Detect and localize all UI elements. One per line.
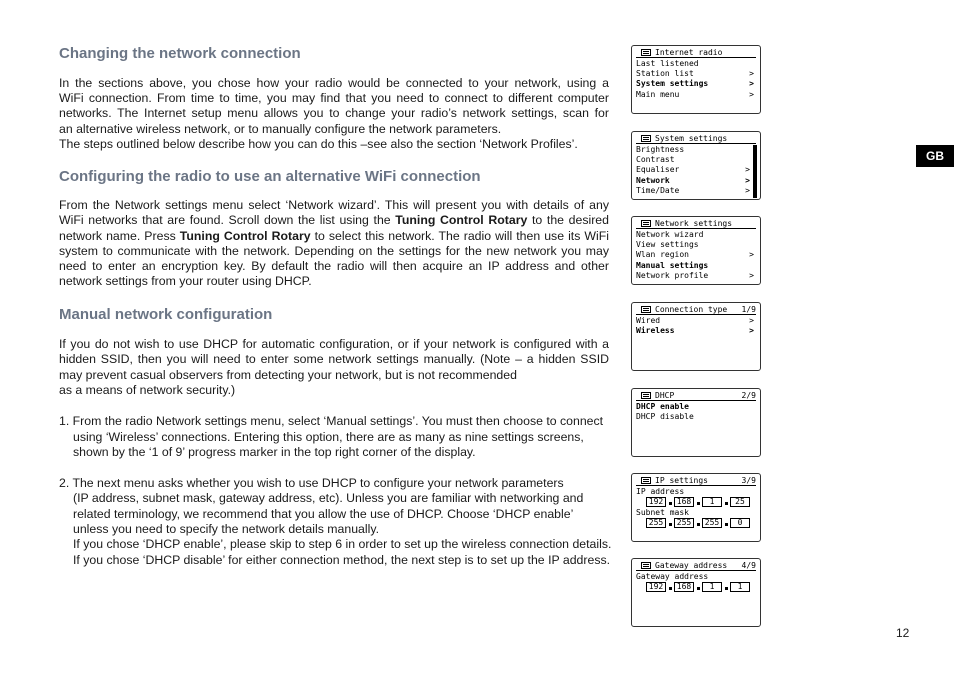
menu-item-network-wizard[interactable]: Network wizard — [636, 230, 704, 239]
ip-octet-field[interactable]: 168 — [674, 497, 694, 507]
menu-item-wlan-region[interactable]: Wlan region > — [636, 250, 754, 260]
heading-changing-network: Changing the network connection — [59, 45, 301, 62]
text-run: From the Network settings menu select ‘Network wizard’. This will present you with details of any WiFi networks that are found. Scroll down the list using the — [59, 198, 609, 228]
ip-octet-field[interactable]: 1 — [702, 497, 722, 507]
lcd-internet-radio — [631, 45, 761, 114]
step2-line1: 2. The next menu asks whether you wish to use DHCP to configure your network parameters — [59, 476, 564, 490]
para-manual-a: If you do not wish to use DHCP for automatic configuration, or if your network is configured with a hidden SSID, then you will need to enter some network settings manually. (Note – a hidden SSID may prevent casual observers from detecting your network, but is not recommended — [59, 337, 609, 382]
heading-manual-config: Manual network configuration — [59, 306, 273, 323]
menu-item-time-date[interactable]: Time/Date > — [636, 185, 750, 195]
step1-line3: shown by the ‘1 of 9’ progress marker in the top right corner of the display. — [73, 445, 476, 459]
step2-line3: related terminology, we recommend that you allow the use of DHCP. Choose ‘DHCP enable’ — [73, 507, 574, 521]
dot-separator — [697, 502, 700, 505]
step1-line1: 1. From the radio Network settings menu, select ‘Manual settings’. You must then choose to connect — [59, 414, 604, 428]
progress-marker: 3/9 — [741, 476, 756, 485]
gateway-address-label: Gateway address — [636, 572, 709, 581]
menu-icon — [641, 562, 651, 569]
para-line: networks. The Internet setup menu allows you to change your radio’s network settings, scan for — [59, 106, 609, 120]
dot-separator — [725, 502, 728, 505]
progress-marker: 4/9 — [741, 561, 756, 570]
lcd-system-settings — [631, 131, 761, 200]
step1-line2: using ‘Wireless’ connections. Entering this option, there are as many as nine settings screens, — [73, 430, 584, 444]
subnet-mask-label: Subnet mask — [636, 508, 689, 518]
menu-item-wired[interactable]: Wired > — [636, 316, 754, 325]
text-run: to the desired network name. Press — [59, 213, 609, 243]
gateway-address-fields — [642, 582, 754, 593]
lcd-title: System settings — [655, 134, 728, 143]
lcd-network-settings — [631, 216, 761, 285]
lcd-title: Gateway address — [655, 561, 728, 570]
menu-item-dhcp-disable[interactable]: DHCP disable — [636, 412, 694, 422]
gateway-octet-field[interactable]: 1 — [702, 582, 722, 592]
ip-octet-field[interactable]: 192 — [646, 497, 666, 507]
mask-octet-field[interactable]: 255 — [702, 518, 722, 528]
lcd-title-bar — [636, 48, 756, 58]
lcd-title-bar — [636, 561, 756, 571]
menu-item-brightness[interactable]: Brightness — [636, 145, 685, 154]
menu-item-system-settings[interactable]: System settings > — [636, 79, 754, 89]
lcd-connection-type — [631, 302, 761, 371]
lcd-title: DHCP — [655, 391, 675, 400]
menu-icon — [641, 392, 651, 399]
para-alternative-wifi — [59, 198, 609, 290]
para-manual-b: as a means of network security.) — [59, 383, 236, 397]
para-line: The steps outlined below describe how you can do this –see also the section ‘Network Profiles’. — [59, 137, 578, 151]
menu-item-dhcp-enable[interactable]: DHCP enable — [636, 402, 689, 411]
menu-item-station-list[interactable]: Station list > — [636, 69, 754, 79]
mask-octet-field[interactable]: 255 — [674, 518, 694, 528]
step2-line4: unless you need to specify the network details manually. — [73, 522, 379, 536]
menu-item-wireless[interactable]: Wireless > — [636, 326, 754, 336]
lcd-title: IP settings — [655, 476, 708, 485]
lcd-title-bar — [636, 134, 756, 144]
menu-item-view-settings[interactable]: View settings — [636, 240, 699, 250]
menu-item-manual-settings[interactable]: Manual settings — [636, 260, 709, 270]
mask-octet-field[interactable]: 255 — [646, 518, 666, 528]
dot-separator — [697, 587, 700, 590]
progress-marker: 2/9 — [741, 391, 756, 400]
menu-icon — [641, 135, 651, 142]
step2-line2: (IP address, subnet mask, gateway address, etc). Unless you are familiar with networking and — [73, 491, 584, 505]
language-tab: GB — [916, 145, 954, 167]
menu-item-last-listened[interactable]: Last listened — [636, 59, 699, 68]
dot-separator — [725, 523, 728, 526]
heading-alternative-wifi: Configuring the radio to use an alternative WiFi connection — [59, 168, 481, 185]
lcd-title: Internet radio — [655, 48, 723, 57]
dot-separator — [669, 587, 672, 590]
dot-separator — [697, 523, 700, 526]
lcd-title: Network settings — [655, 219, 733, 228]
ip-address-fields — [642, 497, 754, 508]
ip-octet-field[interactable]: 25 — [730, 497, 750, 507]
scrollbar[interactable] — [753, 145, 757, 198]
gateway-octet-field[interactable]: 1 — [730, 582, 750, 592]
menu-icon — [641, 49, 651, 56]
menu-item-network[interactable]: Network > — [636, 175, 750, 185]
step2-line5: If you chose ‘DHCP enable’, please skip to step 6 in order to set up the wireless connection details. — [73, 537, 612, 551]
lcd-ip-settings — [631, 473, 761, 542]
dot-separator — [725, 587, 728, 590]
dot-separator — [669, 502, 672, 505]
tuning-control-rotary-label: Tuning Control Rotary — [179, 228, 311, 243]
menu-item-equaliser[interactable]: Equaliser > — [636, 165, 750, 175]
progress-marker: 1/9 — [741, 305, 756, 314]
gateway-octet-field[interactable]: 168 — [674, 582, 694, 592]
lcd-dhcp — [631, 388, 761, 457]
lcd-title-bar — [636, 219, 756, 229]
dot-separator — [669, 523, 672, 526]
para-line: an alternative wireless network, or to manually configure the network parameters. — [59, 122, 502, 136]
gateway-octet-field[interactable]: 192 — [646, 582, 666, 592]
menu-item-contrast[interactable]: Contrast — [636, 155, 675, 165]
lcd-gateway-address — [631, 558, 761, 627]
tuning-control-rotary-label: Tuning Control Rotary — [395, 213, 528, 228]
menu-icon — [641, 477, 651, 484]
menu-icon — [641, 306, 651, 313]
step2-line6: If you chose ‘DHCP disable’ for either connection method, the next step is to set up the IP address. — [73, 553, 611, 567]
menu-icon — [641, 220, 651, 227]
para-line: WiFi connection. From time to time, you may find that you need to connect to different computer — [59, 91, 609, 105]
page-number: 12 — [896, 626, 910, 640]
lcd-title-bar — [636, 476, 756, 486]
menu-item-network-profile[interactable]: Network profile > — [636, 270, 754, 280]
text-run: to select this network. The radio will then use its WiFi system to communicate with the network. Depending on the settings for the new network you may need to enter an encryption key. By default the radio will then acquire an IP address and other network settings from your router using DHCP. — [59, 228, 609, 289]
mask-octet-field[interactable]: 0 — [730, 518, 750, 528]
ip-address-label: IP address — [636, 487, 685, 496]
para-line: In the sections above, you chose how your radio would be connected to your network, using a — [59, 76, 609, 90]
lcd-title-bar — [636, 305, 756, 315]
subnet-mask-fields — [642, 518, 754, 529]
lcd-title-bar — [636, 391, 756, 401]
lcd-title: Connection type — [655, 305, 728, 314]
menu-item-main-menu[interactable]: Main menu > — [636, 89, 754, 99]
